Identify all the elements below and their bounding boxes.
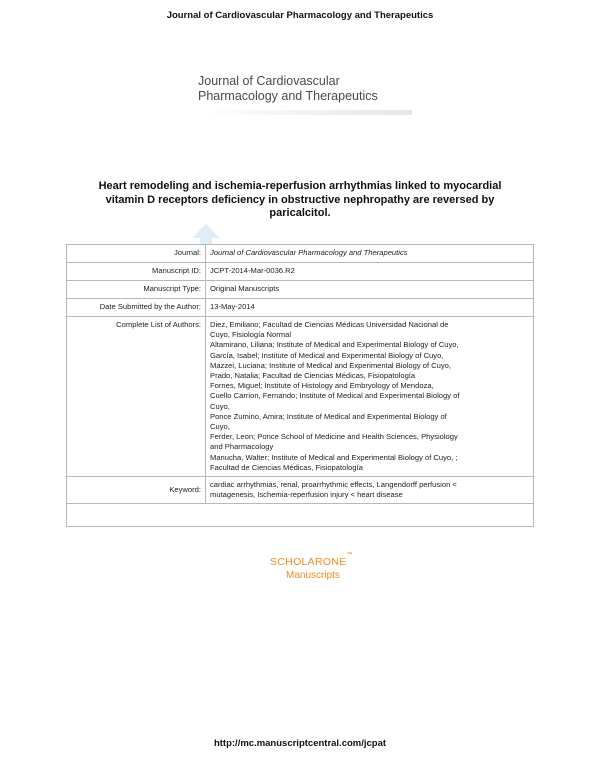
running-header: Journal of Cardiovascular Pharmacology and Therapeutics (166, 10, 434, 21)
author-line: Altamirano, Liliana; Institute of Medical and Experimental Biology of Cuyo, (210, 340, 459, 350)
empty-cell (67, 504, 534, 527)
journal-logo-line-2: Pharmacology and Therapeutics (198, 89, 378, 103)
keyword-line: cardiac arrhythmias, renal, proarrhythmic effects, Langendorff perfusion < (210, 480, 457, 490)
journal-logo (188, 74, 412, 116)
author-line: Ponce Zumino, Amira; Institute of Medical and Experimental Biology of (210, 411, 447, 421)
manuscript-id-label: Manuscript ID: (67, 263, 206, 281)
date-submitted-label: Date Submitted by the Author: (67, 299, 206, 317)
metadata-row-date-submitted (67, 299, 534, 317)
journal-label: Journal: (67, 245, 206, 263)
author-line: Diez, Emiliano; Facultad de Ciencias Médicas Universidad Nacional de (210, 320, 449, 329)
journal-logo-underline (198, 110, 412, 115)
authors-label: Complete List of Authors: (67, 317, 206, 477)
author-line: Cuyo, (210, 422, 230, 432)
metadata-row-manuscript-id (67, 263, 534, 281)
author-line: Cuello Carrion, Fernando; Institute of Medical and Experimental Biology of (210, 391, 460, 401)
author-line: García, Isabel; Institute of Medical and Experimental Biology of Cuyo, (210, 350, 444, 360)
scholarone-trademark: ™ (346, 552, 353, 558)
metadata-row-keyword (67, 477, 534, 504)
manuscript-type-value: Original Manuscripts (206, 281, 534, 299)
journal-value: Journal of Cardiovascular Pharmacology and Therapeutics (206, 245, 534, 263)
scholarone-brand: SCHOLARONE (270, 556, 347, 568)
date-submitted-value: 13-May-2014 (206, 299, 534, 317)
journal-logo-line-1: Journal of Cardiovascular (198, 74, 340, 88)
scholarone-logo (270, 552, 353, 581)
authors-list (206, 317, 534, 477)
author-line: Fornes, Miguel; Institute of Histology and Embryology of Mendoza, (210, 381, 434, 391)
metadata-row-journal (67, 245, 534, 263)
scholarone-subtitle: Manuscripts (286, 570, 340, 581)
manuscript-metadata-table (66, 244, 534, 527)
keyword-label: Keyword: (67, 477, 206, 504)
manuscript-type-label: Manuscript Type: (67, 281, 206, 299)
author-line: Cuyo, (210, 401, 230, 411)
metadata-row-empty (67, 504, 534, 527)
author-line: Mazzei, Luciana; Institute of Medical and Experimental Biology of Cuyo, (210, 360, 452, 370)
author-line: Manucha, Walter; Institute of Medical and Experimental Biology of Cuyo, ; (210, 452, 458, 462)
author-line: Facultad de Ciencias Médicas, Fisiopatología (210, 462, 363, 472)
keyword-line: mutagenesis, Ischemia-reperfusion injury < heart disease (210, 490, 403, 500)
author-line: Cuyo, Fisiología Normal (210, 330, 292, 340)
article-title: Heart remodeling and ischemia-reperfusion arrhythmias linked to myocardial vitamin D receptors deficiency in obstructive nephropathy are reversed by paricalcitol. (98, 180, 502, 219)
manuscript-id-value: JCPT-2014-Mar-0036.R2 (206, 263, 534, 281)
keyword-list (206, 477, 534, 504)
author-line: Prado, Natalia; Facultad de Ciencias Médicas, Fisiopatología (210, 371, 416, 381)
metadata-row-authors (67, 317, 534, 477)
metadata-row-manuscript-type (67, 281, 534, 299)
footer-url: http://mc.manuscriptcentral.com/jcpat (213, 738, 387, 749)
author-line: and Pharmacology (210, 442, 274, 452)
author-line: Ferder, Leon; Ponce School of Medicine and Health Sciences, Physiology (210, 432, 458, 442)
